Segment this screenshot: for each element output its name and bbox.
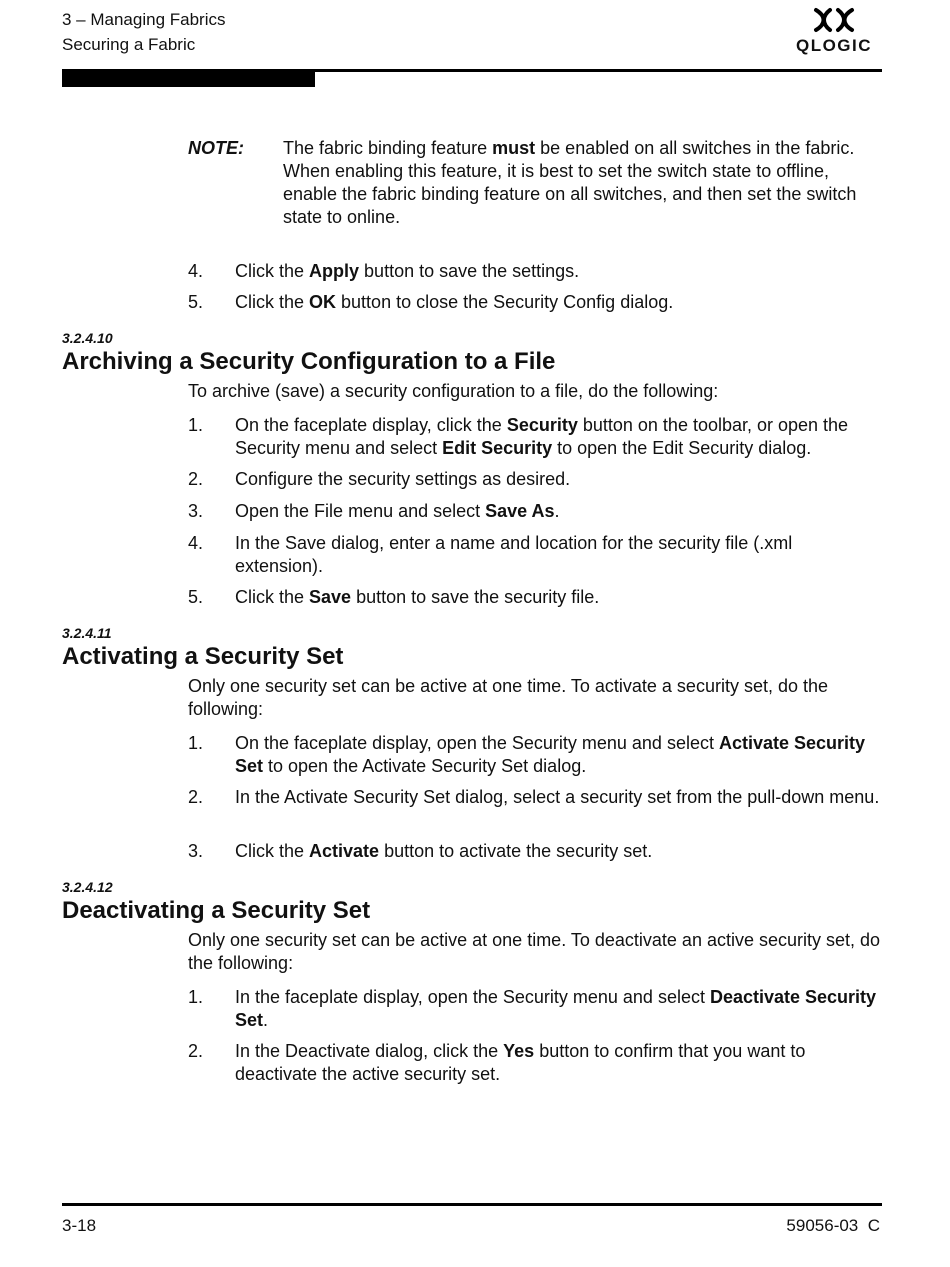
step-text bbox=[235, 291, 882, 314]
step-text-part: Click the bbox=[235, 587, 310, 607]
step-emphasis: Activate Security Set bbox=[235, 733, 866, 776]
note-text bbox=[283, 137, 881, 229]
step-text: In the Save dialog, enter a name and location for the security file (.xml extension). bbox=[235, 533, 793, 576]
step-text bbox=[235, 986, 882, 1031]
step-item bbox=[188, 1040, 882, 1085]
note-label: NOTE: bbox=[188, 138, 244, 158]
step-item bbox=[188, 468, 882, 491]
step-item bbox=[188, 586, 882, 609]
step-item bbox=[188, 786, 882, 809]
step-text-part: to open the Activate Security Set dialog. bbox=[263, 755, 587, 776]
step-number: 3. bbox=[188, 841, 204, 861]
step-text-part: button to close the Security Config dialog. bbox=[336, 292, 674, 312]
step-text-part: to open the Edit Security dialog. bbox=[552, 437, 812, 458]
step-item bbox=[188, 260, 882, 283]
step-item bbox=[188, 840, 882, 863]
step-number: 4. bbox=[188, 533, 204, 553]
step-text-part: In the faceplate display, open the Security menu and select bbox=[235, 987, 710, 1007]
step-text bbox=[235, 414, 882, 459]
step-number: 1. bbox=[188, 987, 204, 1007]
step-text: In the Activate Security Set dialog, select a security set from the pull-down menu. bbox=[235, 787, 880, 807]
step-text-part: Click the bbox=[235, 292, 310, 312]
header-chapter: 3 – Managing Fabrics bbox=[62, 10, 226, 29]
header-bar bbox=[62, 69, 315, 87]
step-emphasis: Apply bbox=[309, 261, 360, 281]
section-title: Deactivating a Security Set bbox=[62, 897, 371, 924]
step-text-part: In the Deactivate dialog, click the bbox=[235, 1041, 504, 1061]
step-text bbox=[235, 732, 882, 777]
step-number: 2. bbox=[188, 1041, 204, 1061]
step-text-part: . bbox=[554, 501, 560, 521]
step-number: 3. bbox=[188, 501, 204, 521]
note-text-part: be enabled on all switches in the fabric. When enabling this feature, it is best to set the switch state to offline, enable the fabric binding feature on all switches, and then set the switch state to online. bbox=[283, 138, 857, 227]
step-number: 1. bbox=[188, 733, 204, 753]
step-text bbox=[235, 500, 882, 523]
document-id: 59056-03 C bbox=[786, 1216, 880, 1235]
section-intro: Only one security set can be active at one time. To activate a security set, do the following: bbox=[188, 676, 829, 719]
step-text-part: button to save the security file. bbox=[351, 587, 600, 607]
qlogic-logo bbox=[788, 6, 880, 60]
note-emphasis: must bbox=[492, 138, 536, 158]
header-section: Securing a Fabric bbox=[62, 35, 196, 54]
section-number: 3.2.4.10 bbox=[62, 330, 113, 346]
qlogic-logo-icon bbox=[812, 6, 856, 34]
step-text-part: On the faceplate display, click the bbox=[235, 415, 507, 435]
step-text-part: Open the File menu and select bbox=[235, 501, 486, 521]
section-title: Archiving a Security Configuration to a File bbox=[62, 348, 556, 375]
note-text-part: The fabric binding feature bbox=[283, 138, 493, 158]
step-text-part: button to save the settings. bbox=[359, 261, 580, 281]
step-text-part: Click the bbox=[235, 841, 310, 861]
step-text-part: button to activate the security set. bbox=[379, 841, 653, 861]
step-number: 2. bbox=[188, 469, 204, 489]
step-number: 2. bbox=[188, 787, 204, 807]
step-item bbox=[188, 414, 882, 459]
step-text bbox=[235, 1040, 882, 1085]
page-number: 3-18 bbox=[62, 1216, 97, 1235]
step-emphasis: Security bbox=[506, 415, 578, 435]
step-number: 4. bbox=[188, 261, 204, 281]
section-intro: To archive (save) a security configuration to a file, do the following: bbox=[188, 381, 719, 401]
step-emphasis: Activate bbox=[309, 841, 380, 861]
section-number: 3.2.4.12 bbox=[62, 879, 113, 895]
section-number: 3.2.4.11 bbox=[62, 625, 112, 641]
step-text-part: button on the toolbar, or open the Security menu and select bbox=[235, 415, 849, 458]
footer-rule bbox=[62, 1203, 882, 1206]
step-item bbox=[188, 532, 882, 577]
step-emphasis: OK bbox=[309, 292, 337, 312]
step-emphasis: Save As bbox=[485, 501, 555, 521]
step-item bbox=[188, 986, 882, 1031]
step-emphasis: Deactivate Security Set bbox=[235, 987, 877, 1030]
step-text: Configure the security settings as desired. bbox=[235, 469, 571, 489]
step-number: 5. bbox=[188, 292, 204, 312]
step-emphasis: Save bbox=[309, 587, 352, 607]
step-number: 5. bbox=[188, 587, 204, 607]
step-number: 1. bbox=[188, 415, 204, 435]
step-text bbox=[235, 586, 882, 609]
step-item bbox=[188, 500, 882, 523]
section-intro: Only one security set can be active at one time. To deactivate an active security set, do the following: bbox=[188, 930, 881, 973]
logo-wordmark: QLOGIC bbox=[795, 36, 873, 55]
step-text bbox=[235, 840, 882, 863]
section-title: Activating a Security Set bbox=[62, 643, 344, 670]
step-emphasis: Edit Security bbox=[442, 437, 553, 458]
step-item bbox=[188, 732, 882, 777]
step-text-part: button to confirm that you want to deactivate the active security set. bbox=[235, 1041, 806, 1084]
step-text-part: Click the bbox=[235, 261, 310, 281]
step-emphasis: Yes bbox=[503, 1041, 535, 1061]
step-text-part: . bbox=[263, 1009, 269, 1030]
step-item bbox=[188, 291, 882, 314]
step-text-part: On the faceplate display, open the Security menu and select bbox=[235, 733, 719, 753]
step-text bbox=[235, 260, 882, 283]
